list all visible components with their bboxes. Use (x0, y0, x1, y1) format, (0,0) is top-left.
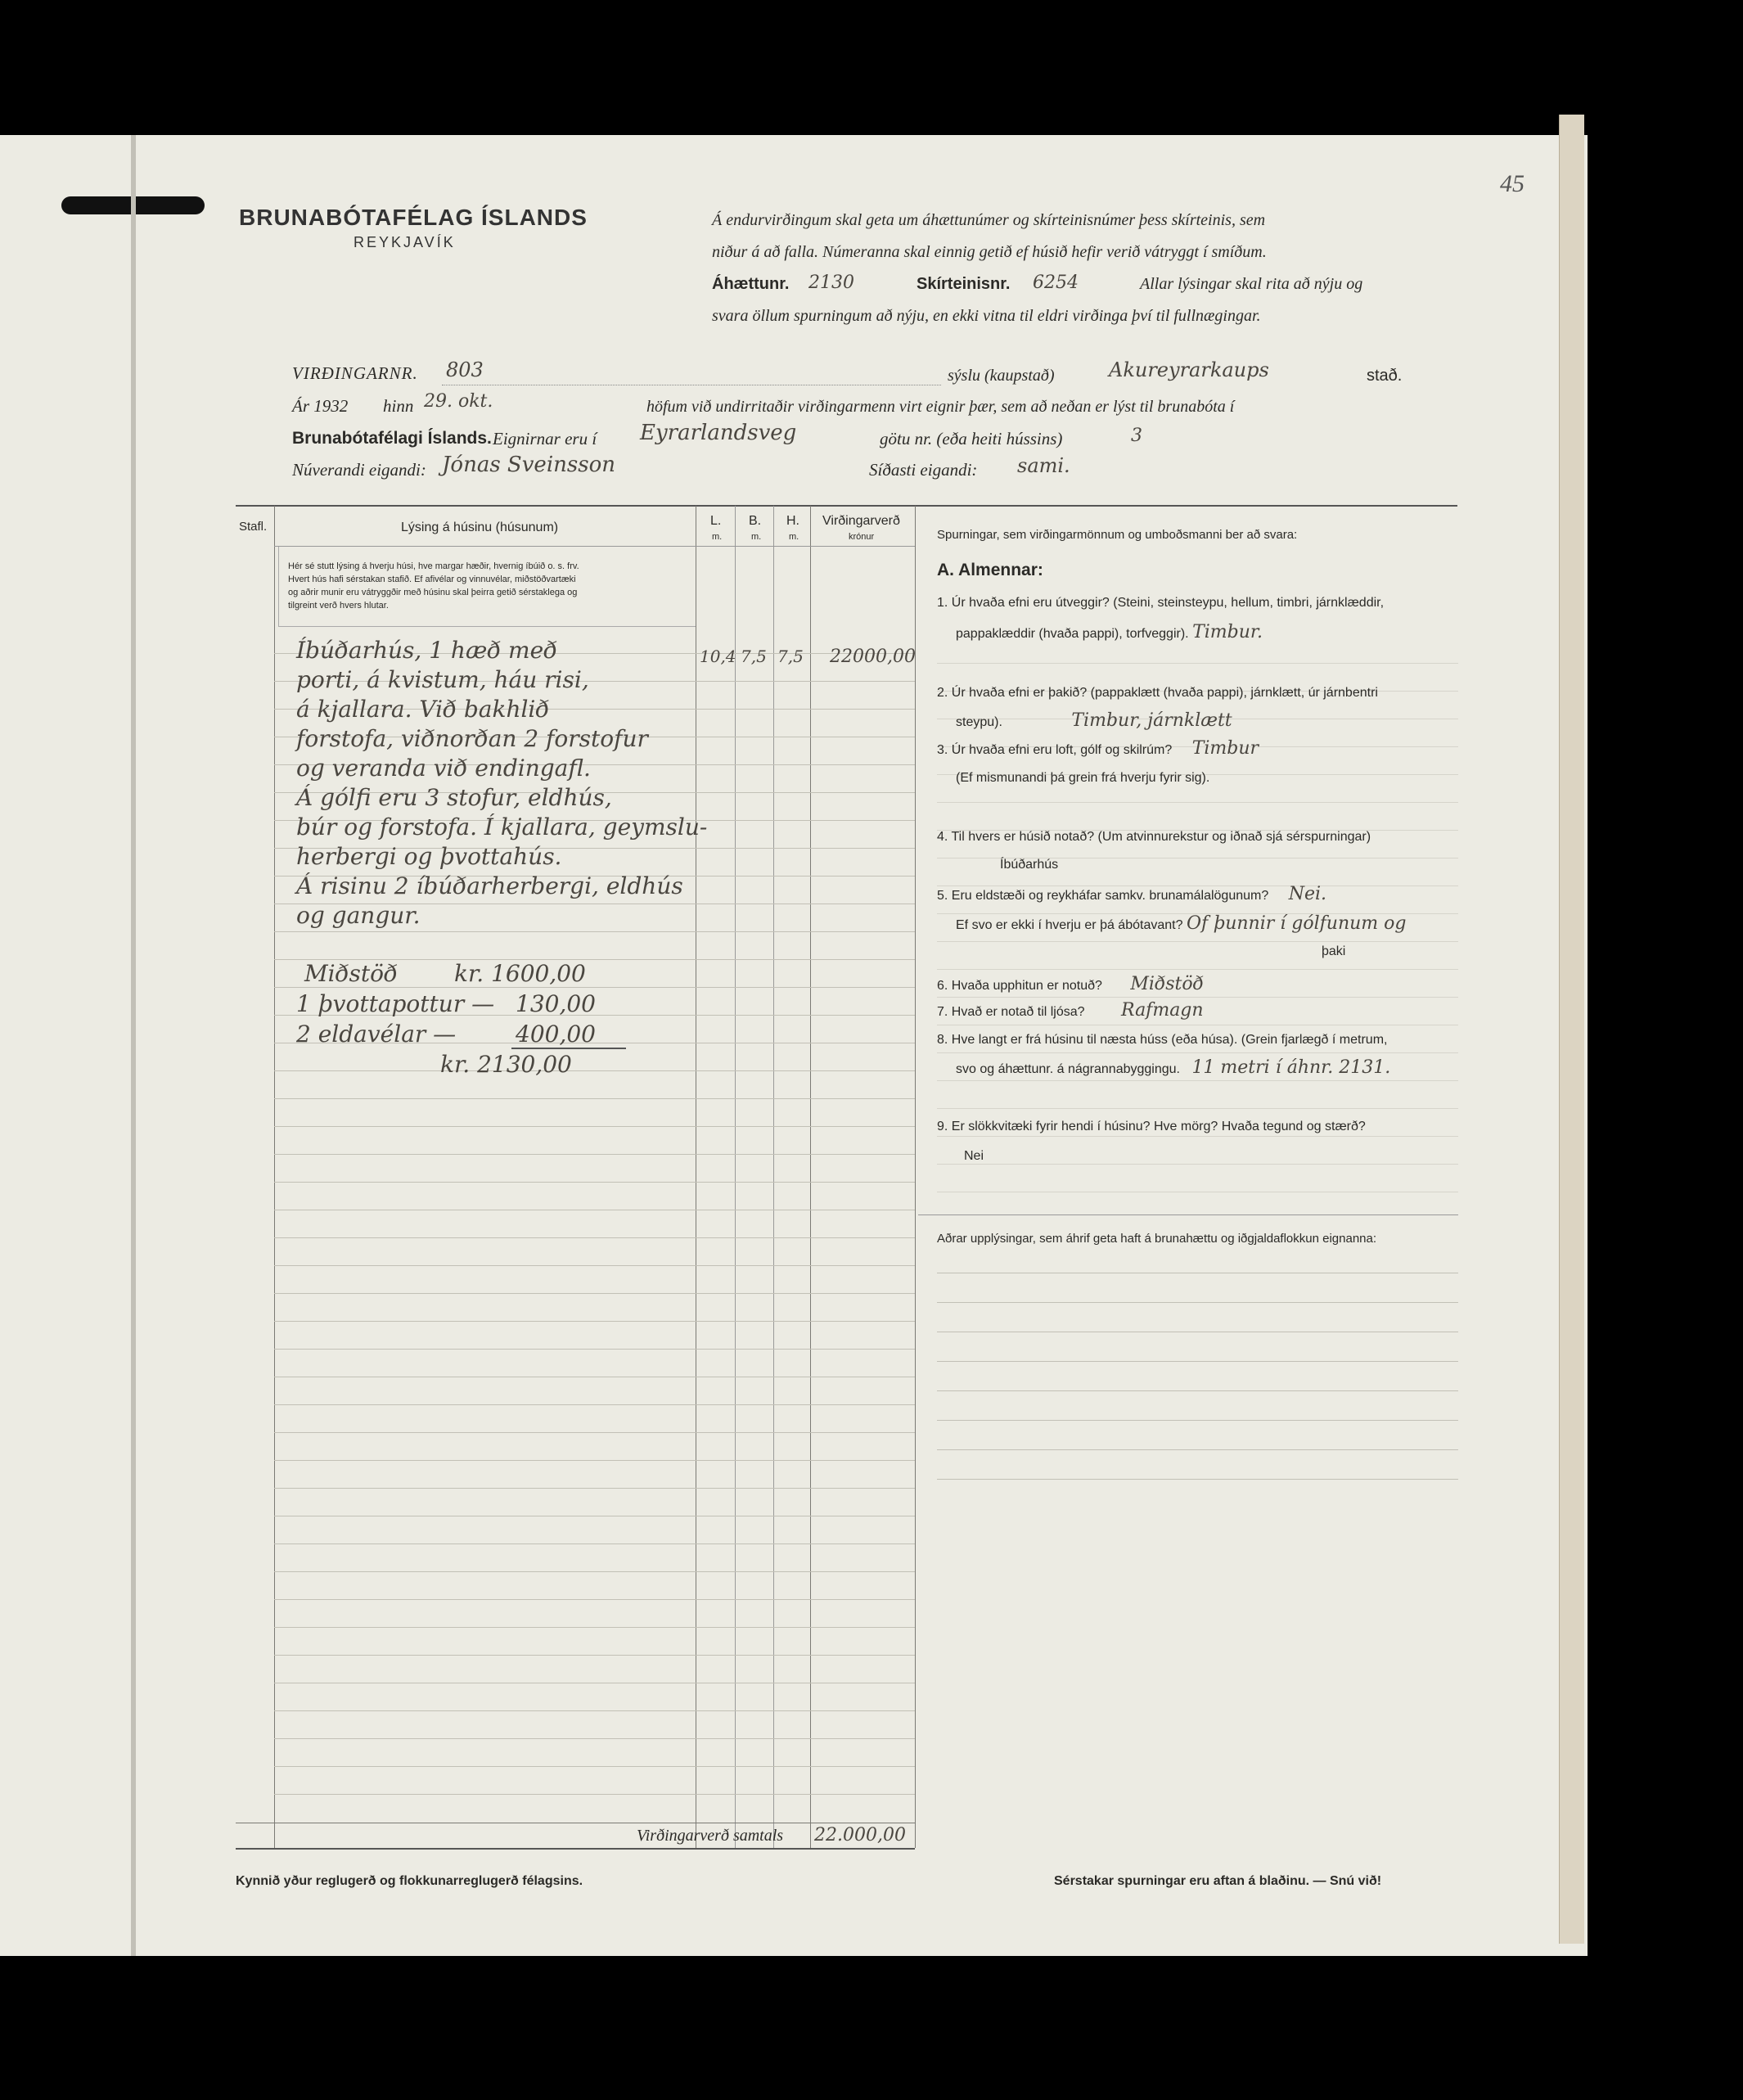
header-instructions-3: Allar lýsingar skal rita að nýju og (1140, 275, 1363, 293)
total-label: Virðingarverð samtals (637, 1827, 784, 1845)
table-rule (274, 1543, 915, 1544)
other-info-rule (937, 1420, 1458, 1421)
table-rule (274, 1237, 915, 1238)
extras-total: kr. 2130,00 (440, 1051, 572, 1078)
table-rule (274, 1404, 915, 1405)
row-l-value: 10,4 (700, 647, 736, 666)
header-instructions-4: svara öllum spurningum að nýju, en ekki vitna til eldri virðinga því til fullnægingar. (712, 307, 1261, 325)
description-line: forstofa, viðnorðan 2 forstofur (296, 725, 648, 752)
table-rule (274, 1070, 915, 1071)
q6-text: 6. Hvaða upphitun er notuð? (937, 979, 1102, 993)
description-line: porti, á kvistum, háu risi, (296, 666, 589, 693)
ahaettunr-value: 2130 (808, 273, 854, 293)
h-header: H. (786, 514, 799, 528)
q1-line-1: 1. Úr hvaða efni eru útveggir? (Steini, steinsteypu, hellum, timbri, járnklæddir, (937, 596, 1385, 610)
footer-left: Kynnið yður reglugerð og flokkunarreglugerð félagsins. (236, 1874, 583, 1888)
b-unit: m. (751, 532, 762, 542)
description-line: og gangur. (296, 902, 421, 929)
questions-section: A. Almennar: (937, 561, 1043, 579)
row-value: 22000,00 (830, 647, 916, 667)
table-rule (274, 1599, 915, 1600)
table-rule (274, 1488, 915, 1489)
q5-line-1 (937, 882, 1461, 908)
q7-line (937, 998, 1461, 1025)
table-rule (274, 1794, 915, 1795)
description-line: búr og forstofa. Í kjallara, geymslu- (296, 813, 708, 840)
q9-line: 9. Er slökkvitæki fyrir hendi í húsinu? Hve mörg? Hvaða tegund og stærð? (937, 1120, 1366, 1133)
skirteinisnr-label: Skírteinisnr. (917, 275, 1011, 293)
spine-shadow (131, 135, 136, 1956)
previous-owner-value: sami. (1017, 454, 1070, 477)
answer-5b: Of þunnir í gólfunum og (1186, 913, 1407, 934)
desc-note-4: tilgreint verð hvers hlutar. (288, 601, 389, 611)
table-rule (274, 1710, 915, 1711)
table-rule (274, 1265, 915, 1266)
desc-note-1: Hér sé stutt lýsing á hverju húsi, hve margar hæðir, hvernig íbúið o. s. frv. (288, 561, 579, 571)
question-rule (937, 663, 1458, 664)
virdingarnr-label: VIRÐINGARNR. (292, 363, 418, 383)
header-instructions-2: niður á að falla. Númeranna skal einnig getið ef húsið hefir verið vátryggt í smíðum. (712, 243, 1267, 261)
answer-2: Timbur, járnklætt (1071, 710, 1232, 731)
q3-line-2: (Ef mismunandi þá grein frá hverju fyrir sig). (956, 771, 1210, 785)
l-unit: m. (712, 532, 723, 542)
syslu-value: Akureyrarkaups (1109, 358, 1269, 381)
extra-label-1: Miðstöð (304, 960, 398, 987)
table-rule (274, 1126, 915, 1127)
q4-line: 4. Til hvers er húsið notað? (Um atvinnurekstur og iðnað sjá sérspurningar) (937, 830, 1371, 844)
other-info-rule (937, 1302, 1458, 1303)
org-name: BRUNABÓTAFÉLAG ÍSLANDS (239, 205, 588, 230)
other-info-rule (937, 1361, 1458, 1362)
table-top-rule (236, 505, 1457, 507)
questions-intro: Spurningar, sem virðingarmönnum og umboðsmanni ber að svara: (937, 528, 1298, 542)
other-info-rule (937, 1390, 1458, 1391)
l-header: L. (710, 514, 722, 528)
description-line: og veranda við endingafl. (296, 755, 591, 782)
page-number: 45 (1500, 170, 1525, 197)
q8-line-1: 8. Hve langt er frá húsinu til næsta húss (eða húsa). (Grein fjarlægð í metrum, (937, 1033, 1388, 1047)
table-rule (274, 1349, 915, 1350)
question-rule (937, 969, 1458, 970)
table-rule (274, 987, 915, 988)
current-owner-value: Jónas Sveinsson (442, 453, 615, 477)
answer-5a: Nei. (1288, 884, 1327, 904)
table-rule (274, 1182, 915, 1183)
stad-label: stað. (1367, 367, 1403, 385)
answer-8: 11 metri í áhnr. 2131. (1191, 1057, 1391, 1078)
description-line: á kjallara. Við bakhlið (296, 696, 550, 723)
syslu-label: sýslu (kaupstað) (948, 367, 1055, 385)
table-rule (274, 1655, 915, 1656)
q1-line-2-text: pappaklæddir (hvaða pappi), torfveggir). (956, 627, 1189, 641)
sidasti-label: Síðasti eigandi: (869, 460, 978, 480)
table-rule (274, 1627, 915, 1628)
q7-text: 7. Hvað er notað til ljósa? (937, 1005, 1085, 1019)
table-rule (274, 1766, 915, 1767)
table-rule (274, 1293, 915, 1294)
total-value: 22.000,00 (814, 1825, 906, 1845)
kronur-unit: krónur (849, 532, 875, 542)
valuation-text-1: höfum við undirritaðir virðingarmenn virt eignir þær, sem að neðan er lýst til brunabóta í (646, 398, 1235, 416)
virding-header: Virðingarverð (822, 514, 900, 528)
org-city: REYKJAVÍK (354, 234, 456, 250)
skirteinisnr-value: 6254 (1033, 273, 1079, 293)
question-rule (937, 802, 1458, 803)
question-rule (937, 1052, 1458, 1053)
date-value: 29. okt. (424, 391, 493, 412)
description-line: Á risinu 2 íbúðarherbergi, eldhús (296, 872, 683, 899)
q8-line-2-text: svo og áhættunr. á nágrannabyggingu. (956, 1062, 1180, 1076)
row-h-value: 7,5 (777, 647, 804, 666)
answer-7: Rafmagn (1121, 1000, 1204, 1021)
extra-label-3: 2 eldavélar — (296, 1021, 457, 1048)
extra-value-3: 400,00 (516, 1021, 596, 1048)
row-b-value: 7,5 (741, 647, 767, 666)
table-rule (274, 1154, 915, 1155)
virdingarnr-value: 803 (446, 358, 484, 381)
description-line: herbergi og þvottahús. (296, 843, 562, 870)
stafl-header: Stafl. (239, 520, 268, 534)
street-value: Eyrarlandsveg (640, 421, 797, 445)
answer-5c: þaki (1322, 944, 1346, 958)
q2-line-2-text: steypu). (956, 715, 1002, 729)
other-info-label: Aðrar upplýsingar, sem áhrif geta haft á brunahættu og iðgjaldaflokkun eignanna: (937, 1232, 1377, 1246)
answer-1: Timbur. (1192, 622, 1263, 642)
answer-6: Miðstöð (1130, 974, 1204, 994)
eignirnar-label: Eignirnar eru í (493, 429, 597, 448)
b-header: B. (749, 514, 762, 528)
extra-value-1: kr. 1600,00 (454, 960, 586, 987)
question-rule (937, 1108, 1458, 1109)
header-instructions-1: Á endurvirðingum skal geta um áhættunúmer og skírteinisnúmer þess skírteinis, sem (712, 211, 1266, 229)
table-rule (274, 1321, 915, 1322)
q6-line (937, 972, 1461, 998)
lysing-header: Lýsing á húsinu (húsunum) (401, 520, 559, 534)
desc-note-2: Hvert hús hafi sérstakan stafið. Ef afivélar og vinnuvélar, miðstöðvartæki (288, 575, 576, 584)
table-rule (274, 1460, 915, 1461)
other-info-rule (937, 1449, 1458, 1450)
other-info-rule (937, 1479, 1458, 1480)
ahaettunr-label: Áhættunr. (712, 275, 790, 293)
description-line: Á gólfi eru 3 stofur, eldhús, (296, 784, 612, 811)
h-unit: m. (789, 532, 799, 542)
nuverandi-label: Núverandi eigandi: (292, 460, 426, 480)
hinn-label: hinn (383, 396, 414, 416)
extra-value-2: 130,00 (516, 990, 596, 1017)
table-rule (274, 931, 915, 932)
q3-line-1-text: 3. Úr hvaða efni eru loft, gólf og skilrúm? (937, 743, 1173, 757)
table-rule (274, 1432, 915, 1433)
table-rule (274, 1098, 915, 1099)
q5-line-2 (956, 912, 1480, 938)
footer-right: Sérstakar spurningar eru aftan á blaðinu. — Snú við! (1054, 1874, 1382, 1888)
gotu-label: götu nr. (eða heiti hússins) (880, 429, 1063, 448)
q2-line-1: 2. Úr hvaða efni er þakið? (pappaklætt (hvaða pappi), járnklætt, úr járnbentri (937, 686, 1378, 700)
desc-note-3: og aðrir munir eru vátryggðir með húsinu skal þeirra getið sérstaklega og (288, 588, 578, 597)
answer-9: Nei (964, 1149, 984, 1163)
q2-line-2 (956, 709, 1480, 735)
q5-line-1-text: 5. Eru eldstæði og reykháfar samkv. brunamálalögunum? (937, 889, 1269, 903)
answer-3: Timbur (1191, 738, 1259, 759)
q1-line-2 (956, 620, 1480, 647)
street-nr-value: 3 (1131, 426, 1142, 446)
ar-label: Ár 1932 (292, 396, 349, 416)
q8-line-2 (956, 1056, 1480, 1082)
description-line: Íbúðarhús, 1 hæð með (296, 637, 557, 664)
answer-4: Íbúðarhús (1000, 858, 1059, 872)
q5-line-2-text: Ef svo er ekki í hverju er þá ábótavant? (956, 918, 1183, 932)
extra-label-2: 1 þvottapottur — (296, 990, 495, 1017)
table-rule (274, 1738, 915, 1739)
q3-line-1 (937, 737, 1461, 763)
page-stack-edge (1559, 115, 1584, 1944)
table-rule (274, 1571, 915, 1572)
company-label: Brunabótafélagi Íslands. (292, 429, 492, 448)
